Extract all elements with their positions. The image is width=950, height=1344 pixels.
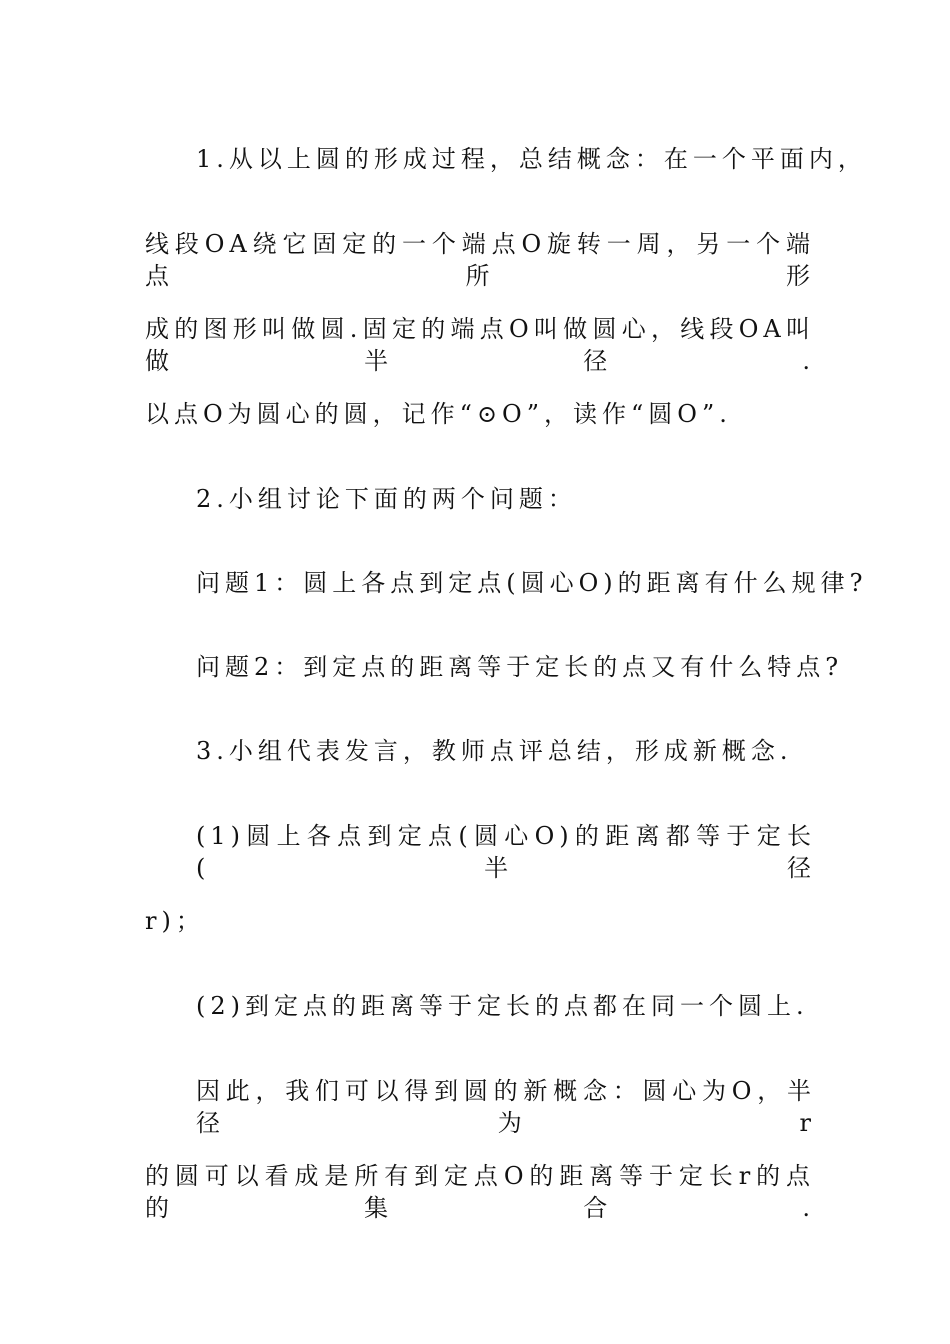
- question-2: 问题2：到定点的距离等于定长的点又有什么特点?: [196, 653, 844, 681]
- paragraph-1-line-3: 成的图形叫做圆.固定的端点O叫做圆心，线段OA叫做半径.: [145, 315, 815, 375]
- item-1-line-1: (1)圆上各点到定点(圆心O)的距离都等于定长(半径: [196, 822, 816, 882]
- question-1: 问题1：圆上各点到定点(圆心O)的距离有什么规律?: [196, 569, 868, 597]
- paragraph-1-line-1: 1.从以上圆的形成过程，总结概念：在一个平面内，: [196, 145, 867, 173]
- conclusion-line-1: 因此，我们可以得到圆的新概念：圆心为O，半径为r: [196, 1077, 816, 1137]
- paragraph-3: 3.小组代表发言，教师点评总结，形成新概念.: [196, 737, 793, 765]
- paragraph-1-line-2: 线段OA绕它固定的一个端点O旋转一周，另一个端点所形: [145, 230, 815, 290]
- item-1-line-2: r)；: [145, 907, 205, 935]
- paragraph-1-line-4: 以点O为圆心的圆，记作“⊙O”，读作“圆O”.: [145, 400, 732, 428]
- conclusion-line-2: 的圆可以看成是所有到定点O的距离等于定长r的点的集合.: [145, 1162, 815, 1222]
- item-2: (2)到定点的距离等于定长的点都在同一个圆上.: [196, 992, 809, 1020]
- paragraph-2: 2.小组讨论下面的两个问题：: [196, 485, 577, 513]
